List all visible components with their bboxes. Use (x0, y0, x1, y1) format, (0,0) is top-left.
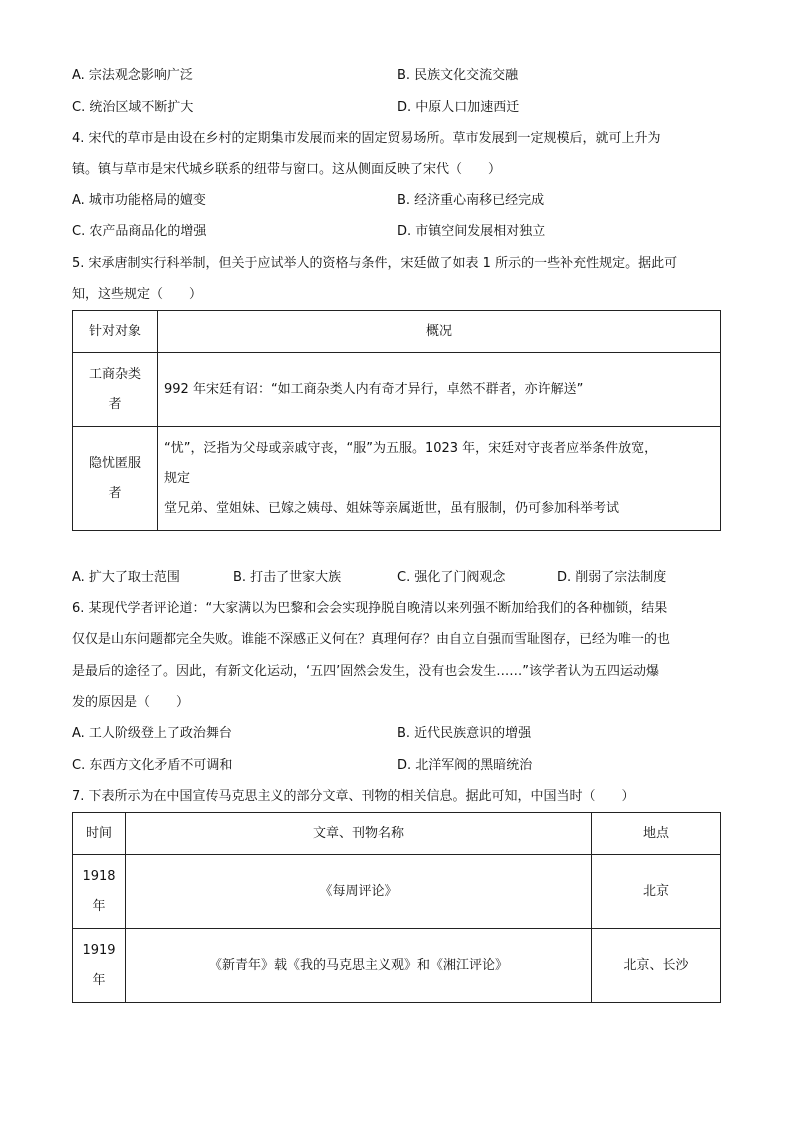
q7-row1-name: 《每周评论》 (126, 855, 592, 929)
q5-row1-target-line2: 者 (108, 396, 122, 412)
q5-row2-overview-line2: 规定 (164, 470, 191, 486)
q5-stem-line2: 知，这些规定（ ） (72, 287, 203, 302)
q7-table-header-name: 文章、刊物名称 (126, 813, 592, 855)
q5-row2-overview-line3: 堂兄弟、堂姐妹、已嫁之姨母、姐妹等亲属逝世，虽有服制，仍可参加科举考试 (164, 500, 620, 516)
q7-row2-year-line1: 1919 (82, 942, 116, 958)
q3-option-d: D. 中原人口加速西迁 (397, 100, 520, 115)
q7-table-row-1919 (73, 929, 721, 1003)
q6-stem-line2: 仅仅是山东问题都完全失败。谁能不深感正义何在？真理何存？由自立自强而雪耻图存，已经为唯一的也 (72, 632, 671, 647)
q5-table-row1-target (73, 353, 158, 427)
q4-option-c: C. 农产品商品化的增强 (72, 224, 207, 239)
q5-row2-overview-line1: “忧”，泛指为父母或亲戚守丧，“服”为五服。1023 年，宋廷对守丧者应举条件放宽， (164, 440, 658, 456)
q7-stem-line1: 7. 下表所示为在中国宣传马克思主义的部分文章、刊物的相关信息。据此可知，中国当时（ ） (72, 789, 635, 804)
q7-row1-year-line1: 1918 (82, 868, 116, 884)
q5-table-row1-overview: 992 年宋廷有诏：“如工商杂类人内有奇才异行，卓然不群者，亦许解送” (158, 353, 721, 427)
q5-table-row2-overview (158, 427, 721, 531)
q7-row1-year-line2: 年 (92, 898, 106, 914)
q5-option-b: B. 打击了世家大族 (233, 570, 342, 585)
q6-option-c: C. 东西方文化矛盾不可调和 (72, 758, 233, 773)
q6-option-d: D. 北洋军阀的黑暗统治 (397, 758, 533, 773)
q7-table (72, 812, 721, 1003)
q5-table-header-target: 针对对象 (73, 311, 158, 353)
q4-stem-line2: 镇。镇与草市是宋代城乡联系的纽带与窗口。这从侧面反映了宋代（ ） (72, 162, 502, 177)
q5-row2-target-line2: 者 (108, 485, 122, 501)
q5-row1-target-line1: 工商杂类 (88, 366, 141, 382)
q5-option-d: D. 削弱了宗法制度 (557, 570, 667, 585)
q7-table-header-time: 时间 (73, 813, 126, 855)
q6-stem-line3: 是最后的途径了。因此，有新文化运动，‘五四’固然会发生，没有也会发生……”该学者认为五四运动爆 (72, 664, 660, 679)
q6-stem-line4: 发的原因是（ ） (72, 695, 190, 710)
q7-table-row-1918 (73, 855, 721, 929)
q5-table-header-overview: 概况 (158, 311, 721, 353)
q3-option-c: C. 统治区域不断扩大 (72, 100, 194, 115)
q7-table-header-row (73, 813, 721, 855)
q6-stem-line1: 6. 某现代学者评论道：“大家满以为巴黎和会会实现挣脱自晚清以来列强不断加给我们的各种枷锁，结果 (72, 601, 668, 616)
q4-stem-line1: 4. 宋代的草市是由设在乡村的定期集市发展而来的固定贸易场所。草市发展到一定规模后，就可上升为 (72, 131, 661, 146)
q6-option-b: B. 近代民族意识的增强 (397, 726, 532, 741)
q7-row2-place: 北京、长沙 (592, 929, 721, 1003)
q7-row1-year (73, 855, 126, 929)
q5-table-row2-target (73, 427, 158, 531)
q4-option-b: B. 经济重心南移已经完成 (397, 193, 545, 208)
q5-row2-target-line1: 隐忧匿服 (88, 455, 141, 471)
q5-table-row-mourning (73, 427, 721, 531)
q5-stem-line1: 5. 宋承唐制实行科举制，但关于应试举人的资格与条件，宋廷做了如表 1 所示的一些补充性规定。据此可 (72, 256, 678, 271)
q4-option-d: D. 市镇空间发展相对独立 (397, 224, 546, 239)
q3-option-a: A. 宗法观念影响广泛 (72, 68, 193, 83)
q7-table-header-place: 地点 (592, 813, 721, 855)
q5-table-row-merchants (73, 353, 721, 427)
q3-option-b: B. 民族文化交流交融 (397, 68, 519, 83)
q7-row2-year-line2: 年 (92, 972, 106, 988)
q5-table (72, 310, 721, 531)
q6-option-a: A. 工人阶级登上了政治舞台 (72, 726, 232, 741)
q4-option-a: A. 城市功能格局的嬗变 (72, 193, 206, 208)
q5-option-c: C. 强化了门阀观念 (397, 570, 506, 585)
q5-option-a: A. 扩大了取士范围 (72, 570, 180, 585)
q7-row2-name: 《新青年》载《我的马克思主义观》和《湘江评论》 (126, 929, 592, 1003)
q7-row2-year (73, 929, 126, 1003)
q7-row1-place: 北京 (592, 855, 721, 929)
q5-table-header-row (73, 311, 721, 353)
